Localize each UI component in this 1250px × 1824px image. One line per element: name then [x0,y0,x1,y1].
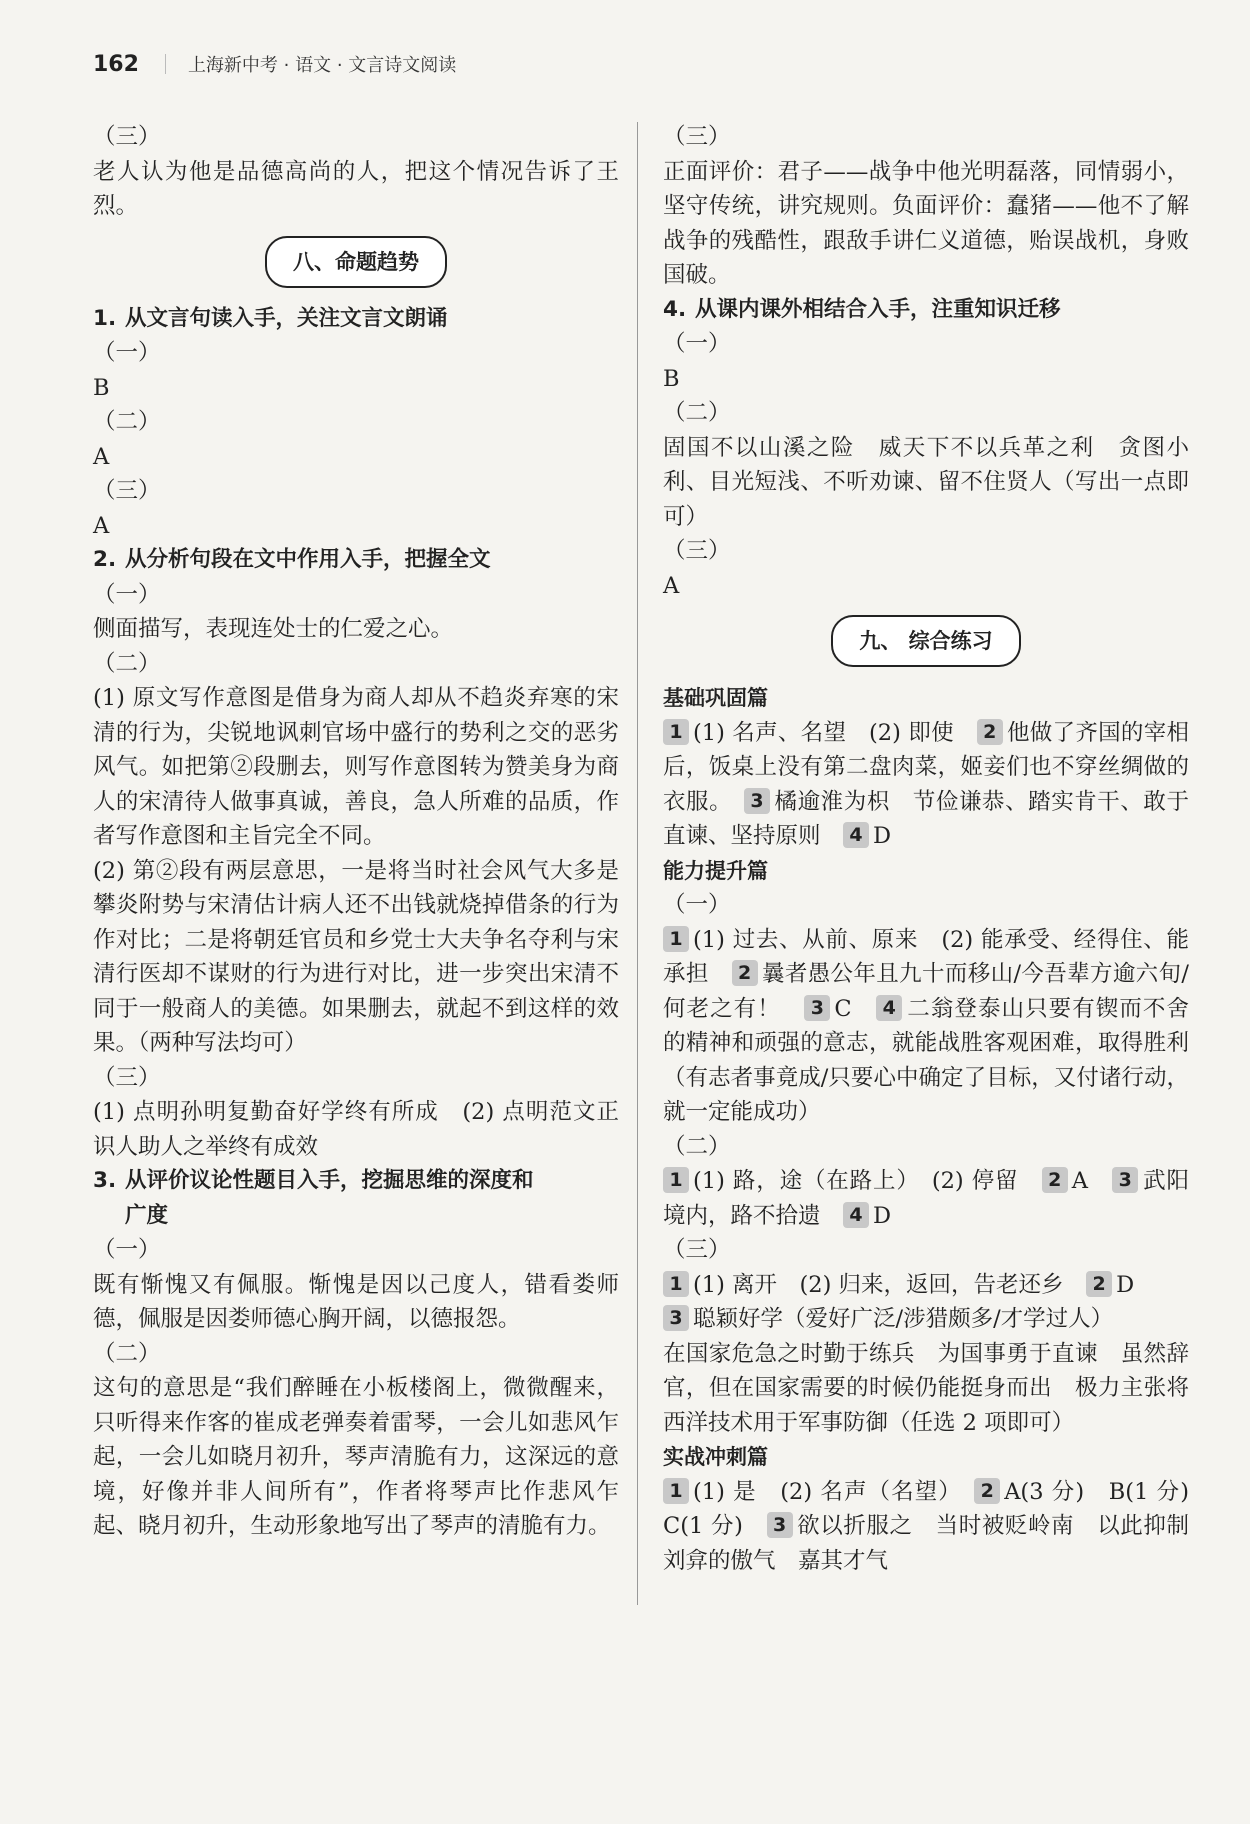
subsection-label: （一） [663,892,731,918]
part-title-ability: 能力提升篇 [663,858,768,883]
question-badge: 3 [767,1512,793,1538]
section-9-header [663,615,1189,667]
question-badge: 2 [732,960,758,986]
question-badge: 1 [663,1167,689,1193]
answer-text: 这句的意思是“我们醉睡在小板楼阁上，微微醒来，只听得来作客的崔成老弹奏着雷琴，一会儿如悲风乍起，一会儿如晓月初升，琴声清脆有力，这深远的意境，好像并非人间所有”，作者将琴声比作悲风乍起、晓月初升，生动形象地写出了琴声的清脆有力。 [93,1375,619,1539]
subsection-label: （二） [93,650,161,677]
answer-group: 1 (1) 名声、名望 (2) 即使 2 他做了齐国的宰相后，饭桌上没有第二盘肉菜，姬妾们也不穿丝绸做的衣服。 3 橘逾淮为枳 节俭谦恭、踏实肯干、敢于直谏、坚持原则 4 D [663,719,1189,849]
topic-heading-4: 4. 从课内课外相结合入手，注重知识迁移 [663,296,1061,322]
subsection-label: （一） [93,581,161,608]
column-divider [637,122,638,1605]
answer-text: 固国不以山溪之险 威天下不以兵革之利 贪图小利、目光短浅、不听劝谏、留不住贤人（写出一点即可） [663,434,1189,530]
question-badge: 3 [663,1305,689,1331]
answer-text: 正面评价：君子——战争中他光明磊落，同情弱小，坚守传统，讲究规则。负面评价：蠢猪——他不了解战争的残酷性，跟敌手讲仁义道德，贻误战机，身败国破。 [663,158,1189,288]
answer-text: 在国家危急之时勤于练兵 为国事勇于直谏 虽然辞官，但在国家需要的时候仍能挺身而出 极力主张将西洋技术用于军事防御（任选 2 项即可） [663,1340,1189,1436]
page-number: 162 [93,51,139,77]
answer-text: A [663,572,680,599]
answer-text: (1) 原文写作意图是借身为商人却从不趋炎弃寒的宋清的行为，尖锐地讽刺官场中盛行的势利之交的恶劣风气。如把第②段删去，则写作意图转为赞美身为商人的宋清待人做事真诚，善良，急人所难的品质，作者写作意图和主旨完全不同。 [93,685,619,849]
question-badge: 3 [744,788,770,814]
answer-text: 侧面描写，表现连处士的仁爱之心。 [93,616,454,642]
question-badge: 3 [1112,1167,1138,1193]
section-title: 九、 综合练习 [831,615,1020,667]
right-column [663,120,1212,1578]
question-badge: 1 [663,1478,689,1504]
subsection-label: （二） [663,1133,731,1160]
question-badge: 1 [663,1271,689,1297]
topic-heading-1: 1. 从文言句读入手，关注文言文朗诵 [93,305,448,331]
question-badge: 3 [804,995,830,1021]
answer-text: A [93,443,110,470]
question-badge: 1 [663,719,689,745]
subsection-label: （一） [663,331,731,357]
left-column [93,120,619,1544]
question-badge: 1 [663,926,689,952]
subsection-label: （二） [93,409,161,435]
answer-group: 3 聪颖好学（爱好广泛/涉猎颇多/才学过人） [663,1302,1189,1337]
question-badge: 4 [843,822,869,848]
part-title-sprint: 实战冲刺篇 [663,1445,768,1469]
topic-heading-3-cont: 广度 [125,1202,169,1228]
subsection-label: （二） [93,1340,161,1367]
answer-group: 1 (1) 路，途（在路上） (2) 停留 2 A 3 武阳境内，路不拾遗 4 D [663,1168,1189,1229]
subsection-label: （三） [93,124,161,150]
answer-group: 1 (1) 过去、从前、原来 (2) 能承受、经得住、能承担 2 曩者愚公年且九十而移山/今吾辈方逾六旬/何老之有！ 3 C 4 二翁登泰山只要有锲而不舍的精神和顽强的意志，就能战胜客观困难，取得胜利（有志者事竟成/只要心中确定了目标，又付诸行动，就一定能成功） [663,926,1189,1125]
question-badge: 2 [977,719,1003,745]
subsection-label: （一） [93,340,161,366]
answer-text: 既有惭愧又有佩服。惭愧是因以己度人，错看娄师德，佩服是因娄师德心胸开阔，以德报怨。 [93,1271,619,1332]
question-badge: 2 [1086,1271,1112,1297]
question-badge: 4 [843,1202,869,1228]
topic-heading-3: 3. 从评价议论性题目入手，挖掘思维的深度和 [93,1168,534,1193]
answer-group: 1 (1) 是 (2) 名声（名望） 2 A(3 分) B(1 分) C(1 分) 3 欲以折服之 当时被贬岭南 以此抑制刘弇的傲气 嘉其才气 [663,1478,1212,1574]
subsection-label: （一） [93,1237,161,1263]
book-title: 上海新中考 · 语文 · 文言诗文阅读 [187,55,457,76]
answer-text: B [663,365,680,392]
subsection-label: （二） [663,400,731,426]
subsection-label: （三） [663,1237,731,1263]
topic-heading-2: 2. 从分析句段在文中作用入手，把握全文 [93,547,491,572]
answer-text: (1) 点明孙明复勤奋好学终有所成 (2) 点明范文正识人助人之举终有成效 [93,1099,619,1160]
answer-group: 1 (1) 离开 (2) 归来，返回，告老还乡 2 D [663,1268,1189,1303]
answer-text: B [93,374,110,401]
question-badge: 2 [1042,1167,1068,1193]
question-badge: 4 [876,995,902,1021]
subsection-label: （三） [93,1064,161,1091]
answer-text: (2) 第②段有两层意思，一是将当时社会风气大多是攀炎附势与宋清估计病人还不出钱就烧掉借条的行为作对比；二是将朝廷官员和乡党士大夫争名夺利与宋清行医却不谋财的行为进行对比，进一步突出宋清不同于一般商人的美德。如果删去，就起不到这样的效果。（两种写法均可） [93,857,619,1056]
header-divider [165,54,166,74]
subsection-label: （三） [663,538,731,564]
part-title-basic: 基础巩固篇 [663,686,768,710]
answer-text: A [93,512,110,539]
section-8-header [93,236,619,288]
answer-text: 老人认为他是品德高尚的人，把这个情况告诉了王烈。 [93,158,619,219]
subsection-label: （三） [663,124,731,150]
page-header [93,44,456,84]
question-badge: 2 [974,1478,1000,1504]
subsection-label: （三） [93,478,161,504]
section-title: 八、命题趋势 [265,236,447,288]
